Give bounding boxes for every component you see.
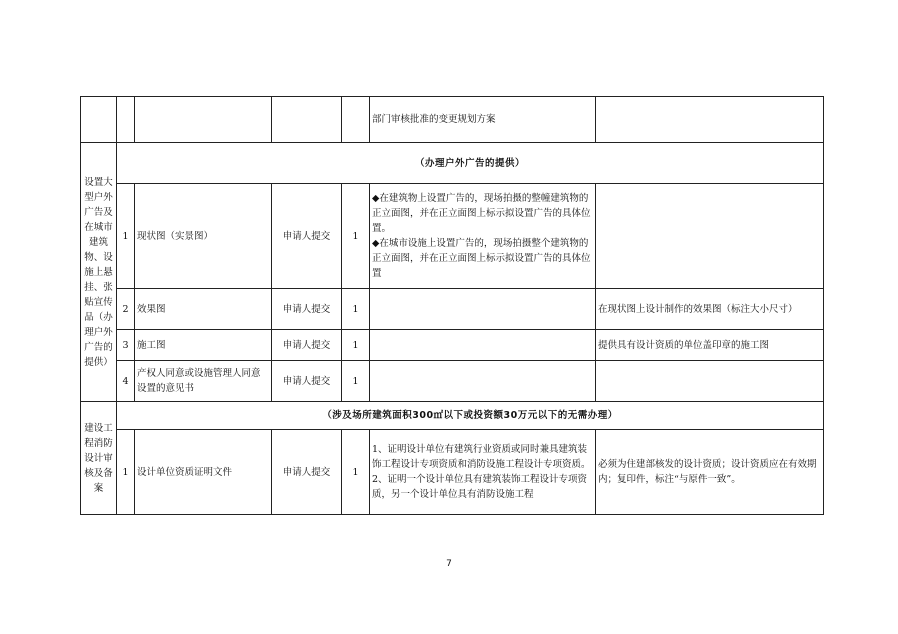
- row-number: 2: [117, 289, 135, 330]
- requirement-cell: 1、证明设计单位有建筑行业资质或同时兼具建筑装饰工程设计专项资质和消防设施工程设计专项资质。2、证明一个设计单位具有建筑装饰工程设计专项资质，另一个设计单位具有消防设施工程: [370, 430, 596, 515]
- table-row: [81, 184, 824, 289]
- section-header-row: [81, 402, 824, 430]
- requirement-cell: [370, 184, 596, 289]
- table-row: [81, 430, 824, 515]
- table-row: [81, 330, 824, 361]
- material-name: 施工图: [135, 330, 272, 361]
- material-source: 申请人提交: [272, 184, 342, 289]
- category-cell: [81, 97, 117, 143]
- diamond-bullet-icon: ◆: [372, 193, 380, 204]
- requirement-text: 在城市设施上设置广告的，现场拍摄整个建筑物的正立面图，并在正立面图上标示拟设置广告的具体位置: [372, 238, 591, 279]
- page-number: 7: [446, 559, 452, 569]
- table-row: [81, 361, 824, 402]
- table-row: [81, 289, 824, 330]
- requirement-cell: [370, 361, 596, 402]
- material-count: 1: [342, 330, 370, 361]
- requirements-table: [80, 96, 824, 515]
- requirement-text: 在建筑物上设置广告的，现场拍摄的整幢建筑物的正立面图，并在正立面图上标示拟设置广告的具体位置。: [372, 193, 591, 234]
- note-cell: [596, 361, 824, 402]
- note-cell: [596, 184, 824, 289]
- row-number: 1: [117, 184, 135, 289]
- requirement-cell: [370, 330, 596, 361]
- row-number: 1: [117, 430, 135, 515]
- row-number: 3: [117, 330, 135, 361]
- material-source: 申请人提交: [272, 330, 342, 361]
- note-cell: 提供具有设计资质的单位盖印章的施工图: [596, 330, 824, 361]
- table-row: [81, 97, 824, 143]
- requirement-cell: [370, 289, 596, 330]
- note-cell: 必须为住建部核发的设计资质；设计资质应在有效期内；复印件，标注“与原件一致”。: [596, 430, 824, 515]
- section-title-outdoor-ad: （办理户外广告的提供）: [117, 143, 824, 184]
- category-cell-outdoor-ad: 设置大型户外广告及在城市建筑物、设施上悬挂、张贴宣传品（办理户外广告的提供）: [81, 143, 117, 402]
- note-cell: 在现状图上设计制作的效果图（标注大小尺寸）: [596, 289, 824, 330]
- material-count: 1: [342, 361, 370, 402]
- section-title-fire-design: （涉及场所建筑面积300㎡以下或投资额30万元以下的无需办理）: [117, 402, 824, 430]
- number-cell: [117, 97, 135, 143]
- material-name: 现状图（实景图）: [135, 184, 272, 289]
- requirement-cell: 部门审核批准的变更规划方案: [370, 97, 596, 143]
- row-number: 4: [117, 361, 135, 402]
- count-cell: [342, 97, 370, 143]
- source-cell: [272, 97, 342, 143]
- material-name: 设计单位资质证明文件: [135, 430, 272, 515]
- material-name: 产权人同意或设施管理人同意设置的意见书: [135, 361, 272, 402]
- material-count: 1: [342, 184, 370, 289]
- material-name: 效果图: [135, 289, 272, 330]
- material-source: 申请人提交: [272, 430, 342, 515]
- material-source: 申请人提交: [272, 289, 342, 330]
- material-cell: [135, 97, 272, 143]
- category-cell-fire-design: 建设工程消防设计审核及备案: [81, 402, 117, 515]
- material-count: 1: [342, 430, 370, 515]
- section-header-row: [81, 143, 824, 184]
- note-cell: [596, 97, 824, 143]
- material-count: 1: [342, 289, 370, 330]
- diamond-bullet-icon: ◆: [372, 238, 380, 249]
- material-source: 申请人提交: [272, 361, 342, 402]
